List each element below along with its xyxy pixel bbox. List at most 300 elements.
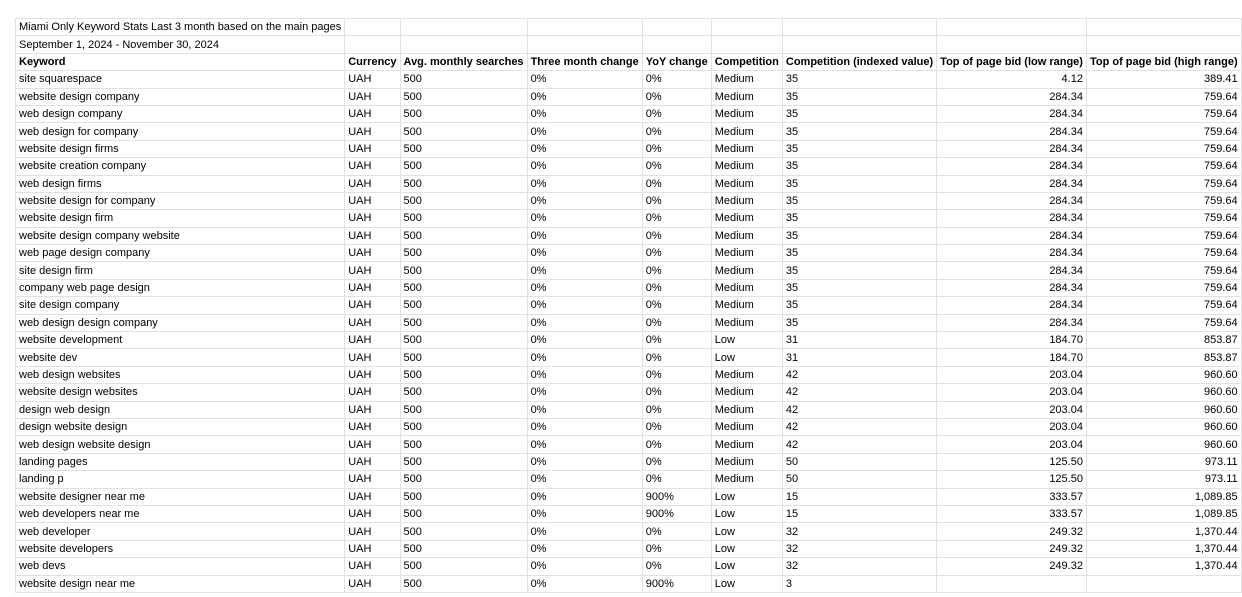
table-cell[interactable]: 0%	[527, 436, 642, 453]
table-cell[interactable]: UAH	[345, 140, 400, 157]
table-cell[interactable]: 1,370.44	[1086, 523, 1241, 540]
table-cell[interactable]: 0%	[527, 71, 642, 88]
table-cell[interactable]: 0%	[642, 262, 711, 279]
table-cell[interactable]: 32	[782, 558, 936, 575]
table-cell[interactable]: 0%	[527, 123, 642, 140]
table-cell[interactable]: UAH	[345, 540, 400, 557]
table-cell[interactable]: web design website design	[16, 436, 345, 453]
table-cell[interactable]: 0%	[527, 540, 642, 557]
table-cell[interactable]: 500	[400, 192, 527, 209]
table-cell[interactable]: 500	[400, 471, 527, 488]
table-cell[interactable]: 35	[782, 88, 936, 105]
table-cell[interactable]: 125.50	[937, 471, 1087, 488]
table-cell[interactable]: 35	[782, 192, 936, 209]
table-cell[interactable]: 284.34	[937, 210, 1087, 227]
table-cell[interactable]: 0%	[642, 366, 711, 383]
table-cell[interactable]: 0%	[642, 349, 711, 366]
table-cell[interactable]: 759.64	[1086, 279, 1241, 296]
table-cell[interactable]: 0%	[642, 140, 711, 157]
table-cell[interactable]: web developers near me	[16, 505, 345, 522]
empty-cell[interactable]	[400, 19, 527, 36]
table-cell[interactable]: 0%	[527, 297, 642, 314]
table-cell[interactable]: 249.32	[937, 523, 1087, 540]
table-cell[interactable]: 31	[782, 332, 936, 349]
table-cell[interactable]: 500	[400, 210, 527, 227]
table-cell[interactable]: 500	[400, 523, 527, 540]
table-cell[interactable]: Medium	[711, 71, 782, 88]
table-cell[interactable]: 0%	[642, 175, 711, 192]
table-cell[interactable]: 0%	[642, 279, 711, 296]
column-header[interactable]: Keyword	[16, 53, 345, 70]
table-cell[interactable]: 284.34	[937, 314, 1087, 331]
table-cell[interactable]: 42	[782, 418, 936, 435]
table-cell[interactable]: web design for company	[16, 123, 345, 140]
table-cell[interactable]: 0%	[642, 471, 711, 488]
table-cell[interactable]: 0%	[527, 175, 642, 192]
table-cell[interactable]: 500	[400, 105, 527, 122]
table-row	[16, 418, 1242, 435]
table-cell[interactable]: 284.34	[937, 192, 1087, 209]
table-cell[interactable]: 759.64	[1086, 123, 1241, 140]
table-cell[interactable]: website design for company	[16, 192, 345, 209]
table-cell[interactable]: UAH	[345, 279, 400, 296]
table-cell[interactable]: company web page design	[16, 279, 345, 296]
table-cell[interactable]: 500	[400, 366, 527, 383]
table-cell[interactable]: 15	[782, 505, 936, 522]
table-cell[interactable]	[937, 575, 1087, 592]
table-cell[interactable]: 1,370.44	[1086, 540, 1241, 557]
table-cell[interactable]: Medium	[711, 418, 782, 435]
table-cell[interactable]: UAH	[345, 575, 400, 592]
table-cell[interactable]: UAH	[345, 471, 400, 488]
table-cell[interactable]: website design company website	[16, 227, 345, 244]
table-cell[interactable]: 1,370.44	[1086, 558, 1241, 575]
table-cell[interactable]: 284.34	[937, 297, 1087, 314]
table-cell[interactable]: 500	[400, 332, 527, 349]
table-cell[interactable]: 900%	[642, 488, 711, 505]
table-cell[interactable]: Low	[711, 332, 782, 349]
table-cell[interactable]: web design company	[16, 105, 345, 122]
table-cell[interactable]: UAH	[345, 436, 400, 453]
table-cell[interactable]: 31	[782, 349, 936, 366]
table-cell[interactable]: 759.64	[1086, 314, 1241, 331]
table-cell[interactable]: landing p	[16, 471, 345, 488]
table-cell[interactable]: Medium	[711, 175, 782, 192]
table-cell[interactable]: 203.04	[937, 436, 1087, 453]
empty-cell[interactable]	[345, 19, 400, 36]
table-cell[interactable]: Medium	[711, 105, 782, 122]
table-cell[interactable]: 284.34	[937, 245, 1087, 262]
table-cell[interactable]: 184.70	[937, 332, 1087, 349]
table-cell[interactable]: 0%	[527, 558, 642, 575]
table-cell[interactable]: 0%	[527, 523, 642, 540]
table-cell[interactable]: 0%	[527, 245, 642, 262]
table-cell[interactable]: UAH	[345, 366, 400, 383]
empty-cell[interactable]	[1086, 36, 1241, 53]
table-cell[interactable]: website design near me	[16, 575, 345, 592]
table-cell[interactable]: 284.34	[937, 140, 1087, 157]
table-cell[interactable]: site design firm	[16, 262, 345, 279]
table-cell[interactable]: Low	[711, 575, 782, 592]
table-cell[interactable]: UAH	[345, 105, 400, 122]
table-cell[interactable]: web page design company	[16, 245, 345, 262]
table-cell[interactable]: 0%	[642, 401, 711, 418]
table-cell[interactable]: Medium	[711, 227, 782, 244]
table-cell[interactable]: 759.64	[1086, 262, 1241, 279]
table-cell[interactable]: UAH	[345, 227, 400, 244]
table-cell[interactable]: 284.34	[937, 105, 1087, 122]
empty-cell[interactable]	[642, 19, 711, 36]
table-cell[interactable]: UAH	[345, 123, 400, 140]
table-cell[interactable]: 184.70	[937, 349, 1087, 366]
table-cell[interactable]: 203.04	[937, 384, 1087, 401]
table-cell[interactable]: site design company	[16, 297, 345, 314]
table-cell[interactable]: website designer near me	[16, 488, 345, 505]
table-cell[interactable]: Medium	[711, 210, 782, 227]
table-cell[interactable]: 0%	[527, 332, 642, 349]
table-cell[interactable]: UAH	[345, 523, 400, 540]
table-cell[interactable]: 500	[400, 314, 527, 331]
table-cell[interactable]: 35	[782, 245, 936, 262]
column-header[interactable]: Top of page bid (low range)	[937, 53, 1087, 70]
table-cell[interactable]: website design firm	[16, 210, 345, 227]
table-cell[interactable]: 249.32	[937, 558, 1087, 575]
table-cell[interactable]: 0%	[527, 505, 642, 522]
table-cell[interactable]: 500	[400, 279, 527, 296]
table-cell[interactable]	[1086, 575, 1241, 592]
table-cell[interactable]: 500	[400, 262, 527, 279]
table-cell[interactable]: 500	[400, 505, 527, 522]
table-cell[interactable]: 500	[400, 453, 527, 470]
table-cell[interactable]: UAH	[345, 314, 400, 331]
empty-cell[interactable]	[527, 19, 642, 36]
table-cell[interactable]: 0%	[642, 332, 711, 349]
table-cell[interactable]: 500	[400, 418, 527, 435]
empty-cell[interactable]	[527, 36, 642, 53]
table-cell[interactable]: design website design	[16, 418, 345, 435]
table-cell[interactable]: 284.34	[937, 279, 1087, 296]
table-cell[interactable]: 0%	[642, 158, 711, 175]
table-cell[interactable]: UAH	[345, 210, 400, 227]
table-cell[interactable]: Low	[711, 505, 782, 522]
table-cell[interactable]: UAH	[345, 453, 400, 470]
column-header[interactable]: Top of page bid (high range)	[1086, 53, 1241, 70]
table-cell[interactable]: 0%	[642, 436, 711, 453]
table-cell[interactable]: 759.64	[1086, 158, 1241, 175]
table-cell[interactable]: 4.12	[937, 71, 1087, 88]
table-cell[interactable]: 0%	[527, 105, 642, 122]
table-cell[interactable]: website development	[16, 332, 345, 349]
table-cell[interactable]: 900%	[642, 575, 711, 592]
table-cell[interactable]: 960.60	[1086, 401, 1241, 418]
table-cell[interactable]: Medium	[711, 88, 782, 105]
table-cell[interactable]: 500	[400, 488, 527, 505]
table-cell[interactable]: 0%	[527, 88, 642, 105]
table-cell[interactable]: 35	[782, 227, 936, 244]
table-cell[interactable]: 759.64	[1086, 297, 1241, 314]
table-cell[interactable]: website design firms	[16, 140, 345, 157]
table-cell[interactable]: 759.64	[1086, 175, 1241, 192]
table-cell[interactable]: Medium	[711, 384, 782, 401]
table-row	[16, 366, 1242, 383]
table-cell[interactable]: 500	[400, 158, 527, 175]
table-cell[interactable]: 333.57	[937, 505, 1087, 522]
table-cell[interactable]: 284.34	[937, 88, 1087, 105]
table-cell[interactable]: Medium	[711, 366, 782, 383]
table-cell[interactable]: web design websites	[16, 366, 345, 383]
table-cell[interactable]: Low	[711, 488, 782, 505]
table-cell[interactable]: web design design company	[16, 314, 345, 331]
table-cell[interactable]: 284.34	[937, 158, 1087, 175]
table-cell[interactable]: 50	[782, 471, 936, 488]
table-cell[interactable]: 0%	[642, 88, 711, 105]
table-cell[interactable]: 203.04	[937, 418, 1087, 435]
table-cell[interactable]: web developer	[16, 523, 345, 540]
table-cell[interactable]: Medium	[711, 279, 782, 296]
empty-cell[interactable]	[400, 36, 527, 53]
table-cell[interactable]: 35	[782, 71, 936, 88]
table-cell[interactable]: 0%	[642, 523, 711, 540]
table-cell[interactable]: 284.34	[937, 227, 1087, 244]
table-cell[interactable]: landing pages	[16, 453, 345, 470]
table-cell[interactable]: 500	[400, 140, 527, 157]
table-cell[interactable]: 50	[782, 453, 936, 470]
table-cell[interactable]: 759.64	[1086, 140, 1241, 157]
table-cell[interactable]: UAH	[345, 332, 400, 349]
table-cell[interactable]: 759.64	[1086, 227, 1241, 244]
table-cell[interactable]: 960.60	[1086, 384, 1241, 401]
table-cell[interactable]: 759.64	[1086, 88, 1241, 105]
table-cell[interactable]: Medium	[711, 314, 782, 331]
table-cell[interactable]: 759.64	[1086, 210, 1241, 227]
table-cell[interactable]: 500	[400, 175, 527, 192]
table-cell[interactable]: 35	[782, 297, 936, 314]
table-cell[interactable]: 333.57	[937, 488, 1087, 505]
empty-cell[interactable]	[345, 36, 400, 53]
table-cell[interactable]: 1,089.85	[1086, 505, 1241, 522]
table-cell[interactable]: 500	[400, 88, 527, 105]
table-cell[interactable]: website creation company	[16, 158, 345, 175]
table-cell[interactable]: 0%	[642, 384, 711, 401]
empty-cell[interactable]	[711, 19, 782, 36]
table-cell[interactable]: website dev	[16, 349, 345, 366]
table-cell[interactable]: 973.11	[1086, 453, 1241, 470]
table-cell[interactable]: 0%	[642, 558, 711, 575]
table-cell[interactable]: 203.04	[937, 401, 1087, 418]
table-cell[interactable]: 0%	[527, 384, 642, 401]
table-cell[interactable]: Medium	[711, 245, 782, 262]
table-cell[interactable]: 900%	[642, 505, 711, 522]
table-cell[interactable]: 203.04	[937, 366, 1087, 383]
table-cell[interactable]: UAH	[345, 401, 400, 418]
table-cell[interactable]: 0%	[527, 314, 642, 331]
table-cell[interactable]: UAH	[345, 488, 400, 505]
table-cell[interactable]: Low	[711, 523, 782, 540]
table-cell[interactable]: UAH	[345, 192, 400, 209]
table-cell[interactable]: 853.87	[1086, 349, 1241, 366]
table-cell[interactable]: 500	[400, 123, 527, 140]
table-cell[interactable]: Low	[711, 349, 782, 366]
table-cell[interactable]: 0%	[527, 210, 642, 227]
table-cell[interactable]: 500	[400, 401, 527, 418]
table-cell[interactable]: 42	[782, 384, 936, 401]
empty-cell[interactable]	[937, 19, 1087, 36]
table-cell[interactable]: Medium	[711, 158, 782, 175]
table-cell[interactable]: 759.64	[1086, 105, 1241, 122]
empty-cell[interactable]	[711, 36, 782, 53]
table-cell[interactable]: 35	[782, 262, 936, 279]
table-cell[interactable]: 960.60	[1086, 366, 1241, 383]
table-row	[16, 245, 1242, 262]
table-cell[interactable]: 35	[782, 105, 936, 122]
table-cell[interactable]: website developers	[16, 540, 345, 557]
table-cell[interactable]: Medium	[711, 140, 782, 157]
table-cell[interactable]: 0%	[527, 488, 642, 505]
column-header[interactable]: Competition (indexed value)	[782, 53, 936, 70]
table-cell[interactable]: 973.11	[1086, 471, 1241, 488]
table-cell[interactable]: 0%	[642, 227, 711, 244]
table-cell[interactable]: 0%	[527, 453, 642, 470]
table-cell[interactable]: 500	[400, 540, 527, 557]
table-cell[interactable]: 0%	[642, 123, 711, 140]
table-cell[interactable]: UAH	[345, 71, 400, 88]
table-cell[interactable]: UAH	[345, 175, 400, 192]
table-cell[interactable]: Medium	[711, 192, 782, 209]
empty-cell[interactable]	[782, 36, 936, 53]
table-cell[interactable]: Medium	[711, 123, 782, 140]
table-cell[interactable]: 500	[400, 297, 527, 314]
table-cell[interactable]: 0%	[527, 158, 642, 175]
table-cell[interactable]: Medium	[711, 262, 782, 279]
table-cell[interactable]: 759.64	[1086, 192, 1241, 209]
table-cell[interactable]: UAH	[345, 297, 400, 314]
table-cell[interactable]: UAH	[345, 349, 400, 366]
table-cell[interactable]: Medium	[711, 436, 782, 453]
table-cell[interactable]: web devs	[16, 558, 345, 575]
table-cell[interactable]: UAH	[345, 158, 400, 175]
table-cell[interactable]: 500	[400, 558, 527, 575]
table-cell[interactable]: 32	[782, 540, 936, 557]
table-cell[interactable]: 42	[782, 366, 936, 383]
table-cell[interactable]: 0%	[642, 71, 711, 88]
table-cell[interactable]: 960.60	[1086, 436, 1241, 453]
table-cell[interactable]: 500	[400, 227, 527, 244]
table-cell[interactable]: 0%	[527, 140, 642, 157]
table-cell[interactable]: 0%	[642, 453, 711, 470]
table-cell[interactable]: 0%	[527, 262, 642, 279]
table-cell[interactable]: website design company	[16, 88, 345, 105]
table-cell[interactable]: Low	[711, 558, 782, 575]
empty-cell[interactable]	[782, 19, 936, 36]
table-cell[interactable]: site squarespace	[16, 71, 345, 88]
column-header[interactable]: YoY change	[642, 53, 711, 70]
table-cell[interactable]: 0%	[642, 418, 711, 435]
table-cell[interactable]: 35	[782, 210, 936, 227]
table-cell[interactable]: 500	[400, 245, 527, 262]
empty-cell[interactable]	[642, 36, 711, 53]
table-cell[interactable]: UAH	[345, 558, 400, 575]
date-range[interactable]: September 1, 2024 - November 30, 2024	[16, 36, 345, 53]
empty-cell[interactable]	[1086, 19, 1241, 36]
column-header[interactable]: Currency	[345, 53, 400, 70]
table-cell[interactable]: 0%	[642, 297, 711, 314]
table-cell[interactable]: UAH	[345, 262, 400, 279]
table-cell[interactable]: 0%	[527, 349, 642, 366]
table-cell[interactable]: Medium	[711, 471, 782, 488]
table-cell[interactable]: 0%	[527, 575, 642, 592]
table-cell[interactable]: 0%	[642, 540, 711, 557]
table-cell[interactable]: 42	[782, 401, 936, 418]
table-cell[interactable]: UAH	[345, 418, 400, 435]
table-cell[interactable]: UAH	[345, 384, 400, 401]
table-cell[interactable]: 284.34	[937, 262, 1087, 279]
table-cell[interactable]: 35	[782, 140, 936, 157]
table-cell[interactable]: 0%	[527, 418, 642, 435]
table-cell[interactable]: web design firms	[16, 175, 345, 192]
column-header[interactable]: Avg. monthly searches	[400, 53, 527, 70]
table-cell[interactable]: 15	[782, 488, 936, 505]
table-cell[interactable]: 35	[782, 279, 936, 296]
table-cell[interactable]: Low	[711, 540, 782, 557]
table-cell[interactable]: UAH	[345, 88, 400, 105]
table-cell[interactable]: 249.32	[937, 540, 1087, 557]
table-cell[interactable]: UAH	[345, 505, 400, 522]
table-cell[interactable]: design web design	[16, 401, 345, 418]
table-cell[interactable]: 35	[782, 314, 936, 331]
column-header[interactable]: Competition	[711, 53, 782, 70]
table-cell[interactable]: website design websites	[16, 384, 345, 401]
table-cell[interactable]: 35	[782, 158, 936, 175]
table-cell[interactable]: 32	[782, 523, 936, 540]
table-cell[interactable]: 0%	[642, 105, 711, 122]
table-cell[interactable]: Medium	[711, 453, 782, 470]
table-cell[interactable]: 3	[782, 575, 936, 592]
table-cell[interactable]: 500	[400, 436, 527, 453]
table-cell[interactable]: 284.34	[937, 175, 1087, 192]
table-cell[interactable]: 125.50	[937, 453, 1087, 470]
empty-cell[interactable]	[937, 36, 1087, 53]
table-cell[interactable]: 0%	[527, 279, 642, 296]
table-cell[interactable]: 0%	[527, 227, 642, 244]
table-cell[interactable]: 0%	[642, 210, 711, 227]
table-cell[interactable]: Medium	[711, 297, 782, 314]
table-cell[interactable]: 0%	[642, 314, 711, 331]
table-cell[interactable]: 500	[400, 384, 527, 401]
column-header[interactable]: Three month change	[527, 53, 642, 70]
table-cell[interactable]: 0%	[527, 192, 642, 209]
table-cell[interactable]: 35	[782, 175, 936, 192]
table-cell[interactable]: 284.34	[937, 123, 1087, 140]
table-cell[interactable]: 500	[400, 575, 527, 592]
table-cell[interactable]: UAH	[345, 245, 400, 262]
table-cell[interactable]: 1,089.85	[1086, 488, 1241, 505]
table-cell[interactable]: 853.87	[1086, 332, 1241, 349]
table-cell[interactable]: 0%	[527, 366, 642, 383]
table-cell[interactable]: 0%	[642, 245, 711, 262]
table-cell[interactable]: 500	[400, 71, 527, 88]
table-cell[interactable]: 42	[782, 436, 936, 453]
table-cell[interactable]: 759.64	[1086, 245, 1241, 262]
table-cell[interactable]: 0%	[527, 471, 642, 488]
table-cell[interactable]: 0%	[527, 401, 642, 418]
table-cell[interactable]: 500	[400, 349, 527, 366]
table-cell[interactable]: 0%	[642, 192, 711, 209]
table-cell[interactable]: 35	[782, 123, 936, 140]
sheet-title[interactable]: Miami Only Keyword Stats Last 3 month based on the main pages	[16, 19, 345, 36]
table-cell[interactable]: 389.41	[1086, 71, 1241, 88]
table-cell[interactable]: 960.60	[1086, 418, 1241, 435]
table-cell[interactable]: Medium	[711, 401, 782, 418]
